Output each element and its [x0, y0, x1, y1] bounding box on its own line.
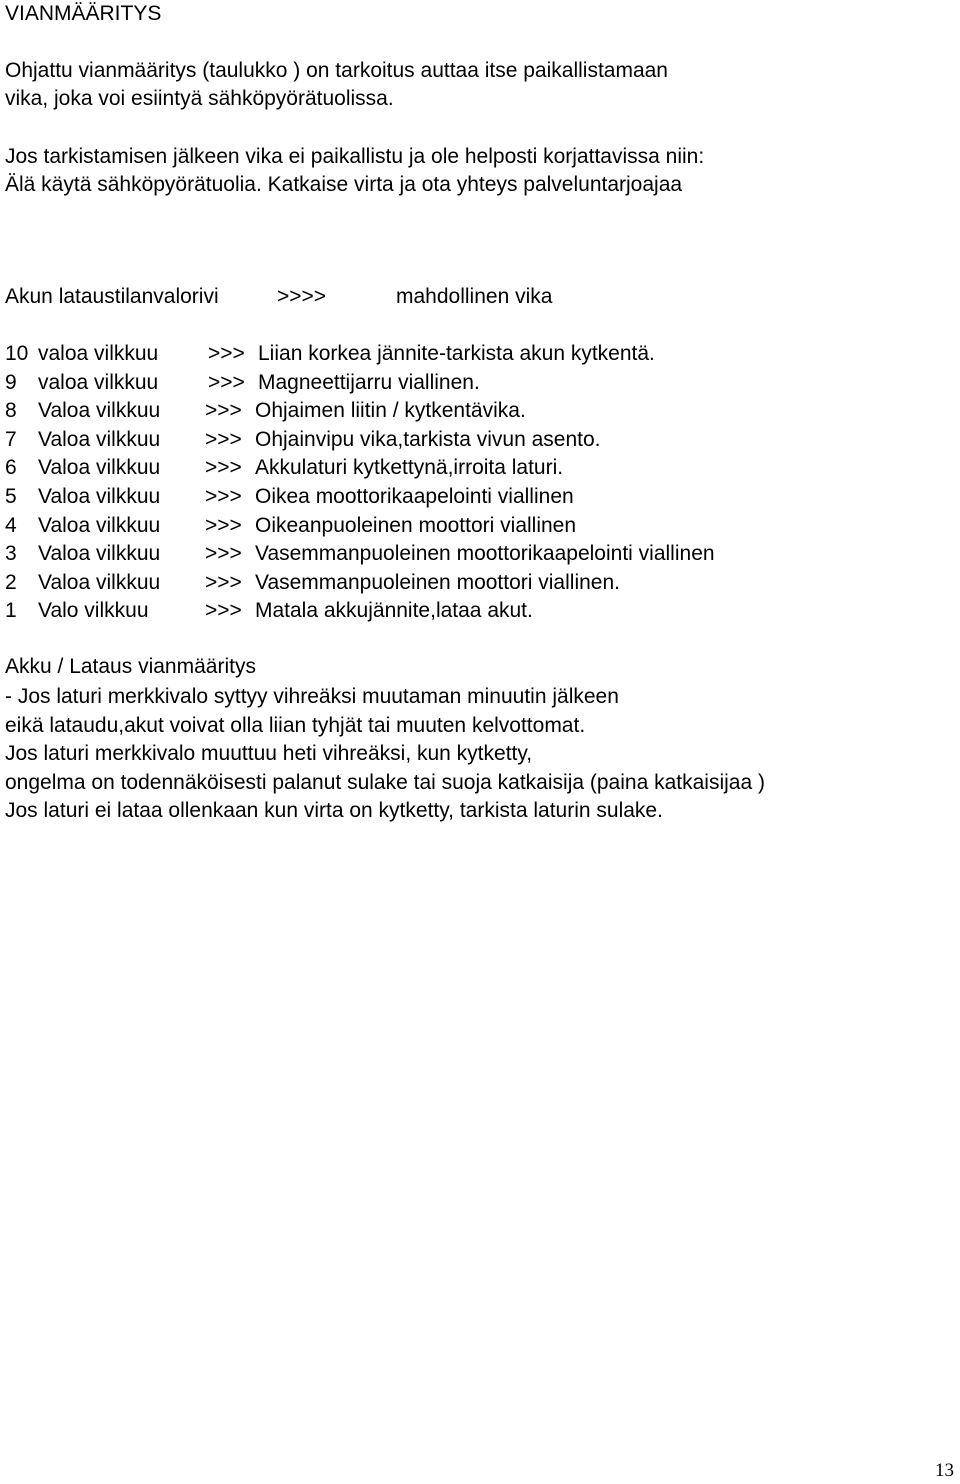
fault-code-row	[5, 427, 945, 453]
fault-code-number: 3	[5, 542, 17, 565]
fault-code-row	[5, 513, 945, 539]
fault-code-row	[5, 455, 945, 481]
battery-line-2: eikä lataudu,akut voivat olla liian tyhjät tai muuten kelvottomat.	[5, 714, 586, 737]
fault-code-number: 9	[5, 371, 17, 394]
header-indicator: Akun lataustilanvalorivi	[5, 285, 219, 308]
battery-line-5: Jos laturi ei lataa ollenkaan kun virta on kytketty, tarkista laturin sulake.	[5, 799, 663, 822]
fault-code-label: Valoa vilkkuu	[38, 514, 161, 537]
fault-code-arrow: >>>	[205, 456, 242, 479]
fault-code-description: Vasemmanpuoleinen moottori viallinen.	[255, 571, 620, 594]
fault-code-label: Valo vilkkuu	[38, 599, 149, 622]
fault-code-label: Valoa vilkkuu	[38, 399, 161, 422]
fault-code-number: 4	[5, 514, 17, 537]
fault-code-arrow: >>>	[208, 371, 245, 394]
warning-line-2: Älä käytä sähköpyörätuolia. Katkaise virta ja ota yhteys palveluntarjoajaa	[5, 173, 683, 196]
fault-code-arrow: >>>	[205, 599, 242, 622]
fault-code-label: Valoa vilkkuu	[38, 542, 161, 565]
fault-code-row	[5, 570, 945, 596]
page-title: VIANMÄÄRITYS	[5, 2, 162, 25]
fault-code-row	[5, 484, 945, 510]
battery-line-3: Jos laturi merkkivalo muuttuu heti vihreäksi, kun kytketty,	[5, 742, 533, 765]
battery-line-1: - Jos laturi merkkivalo syttyy vihreäksi muutaman minuutin jälkeen	[5, 685, 619, 708]
fault-code-label: valoa vilkkuu	[38, 342, 159, 365]
battery-line-4: ongelma on todennäköisesti palanut sulake tai suoja katkaisija (paina katkaisijaa )	[5, 771, 765, 794]
fault-code-label: Valoa vilkkuu	[38, 571, 161, 594]
table-header	[5, 284, 705, 310]
fault-code-row	[5, 341, 945, 367]
fault-code-arrow: >>>	[205, 399, 242, 422]
fault-code-description: Akkulaturi kytkettynä,irroita laturi.	[255, 456, 564, 479]
fault-code-row	[5, 541, 945, 567]
fault-code-number: 6	[5, 456, 17, 479]
fault-code-label: Valoa vilkkuu	[38, 485, 161, 508]
intro-line-2: vika, joka voi esiintyä sähköpyörätuolissa.	[5, 87, 394, 110]
fault-code-description: Ohjainvipu vika,tarkista vivun asento.	[255, 428, 601, 451]
fault-code-description: Magneettijarru viallinen.	[258, 371, 480, 394]
fault-code-arrow: >>>	[208, 342, 245, 365]
fault-code-number: 8	[5, 399, 17, 422]
fault-code-arrow: >>>	[205, 485, 242, 508]
header-possible-fault: mahdollinen vika	[396, 285, 553, 308]
fault-code-number: 5	[5, 485, 17, 508]
fault-code-arrow: >>>	[205, 428, 242, 451]
fault-code-description: Oikeanpuoleinen moottori viallinen	[255, 514, 577, 537]
fault-code-label: Valoa vilkkuu	[38, 456, 161, 479]
fault-code-number: 1	[5, 599, 17, 622]
fault-code-number: 2	[5, 571, 17, 594]
intro-line-1: Ohjattu vianmääritys (taulukko ) on tarkoitus auttaa itse paikallistamaan	[5, 59, 668, 82]
fault-code-arrow: >>>	[205, 571, 242, 594]
fault-code-arrow: >>>	[205, 514, 242, 537]
fault-code-description: Oikea moottorikaapelointi viallinen	[255, 485, 574, 508]
fault-code-row	[5, 598, 945, 624]
fault-code-number: 7	[5, 428, 17, 451]
fault-code-label: valoa vilkkuu	[38, 371, 159, 394]
header-arrow: >>>>	[277, 285, 327, 308]
fault-code-description: Vasemmanpuoleinen moottorikaapelointi viallinen	[255, 542, 715, 565]
fault-code-description: Liian korkea jännite-tarkista akun kytkentä.	[258, 342, 655, 365]
battery-heading: Akku / Lataus vianmääritys	[5, 655, 256, 678]
page-number: 13	[935, 1460, 954, 1481]
fault-code-row	[5, 398, 945, 424]
fault-code-label: Valoa vilkkuu	[38, 428, 161, 451]
fault-code-description: Ohjaimen liitin / kytkentävika.	[255, 399, 526, 422]
fault-code-description: Matala akkujännite,lataa akut.	[255, 599, 533, 622]
warning-line-1: Jos tarkistamisen jälkeen vika ei paikallistu ja ole helposti korjattavissa niin:	[5, 145, 705, 168]
fault-code-arrow: >>>	[205, 542, 242, 565]
fault-code-number: 10	[5, 342, 29, 365]
fault-code-row	[5, 370, 945, 396]
